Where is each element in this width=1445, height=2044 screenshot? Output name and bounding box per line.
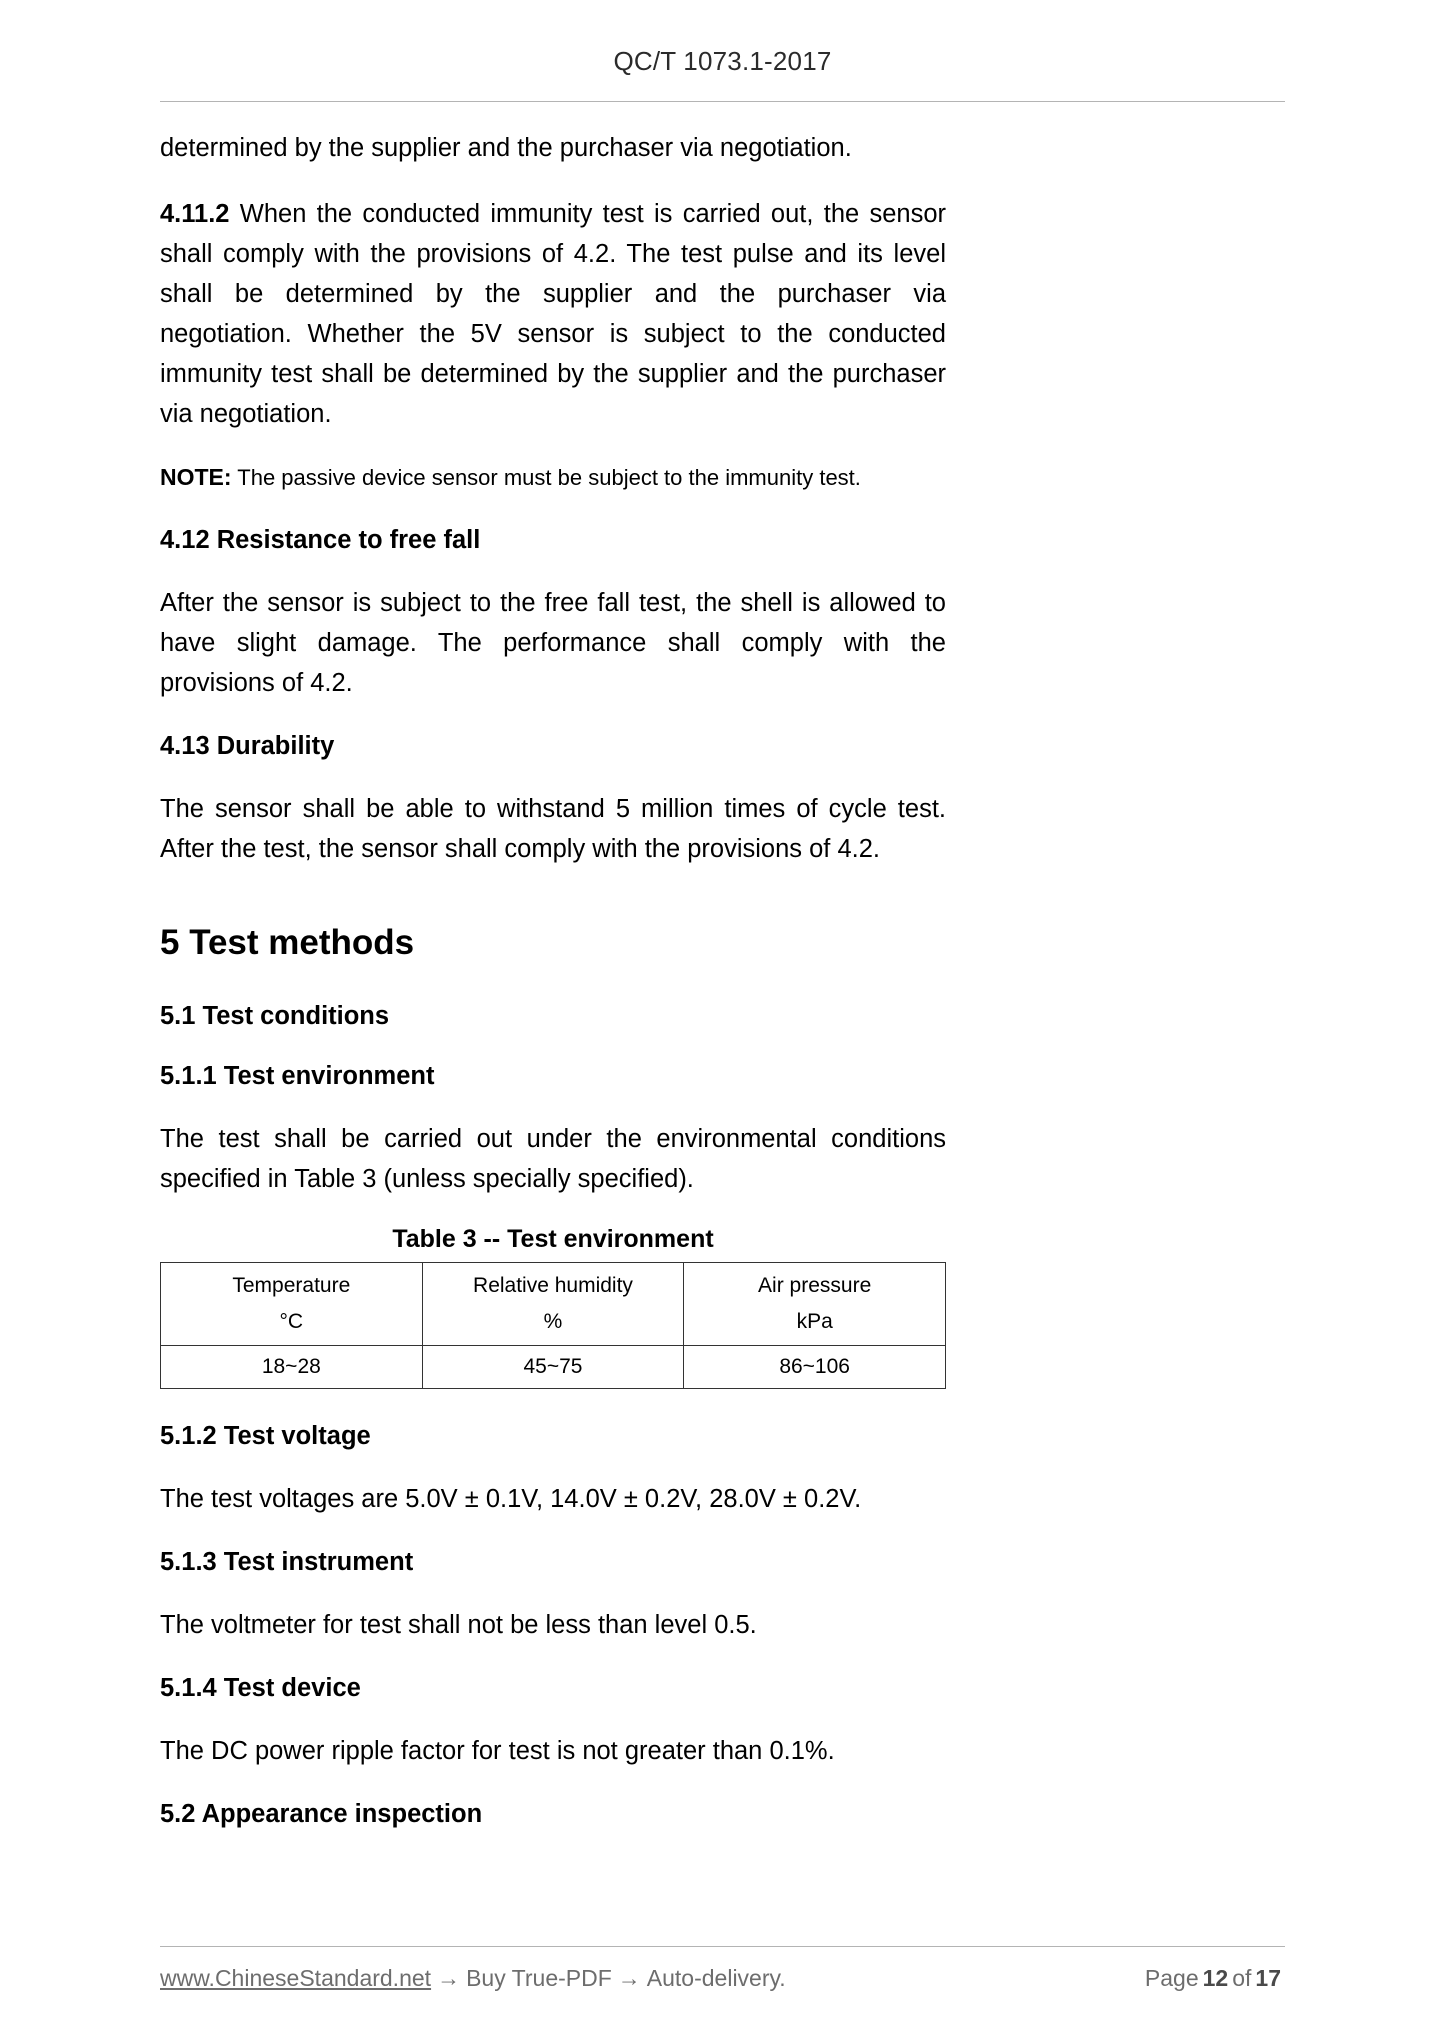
- of-label: of: [1232, 1965, 1252, 1991]
- clause-5-1-2-text: The test voltages are 5.0V ± 0.1V, 14.0V ± 0.2V, 28.0V ± 0.2V.: [160, 1485, 862, 1513]
- heading-5-1-1: 5.1.1 Test environment: [160, 1062, 435, 1090]
- document-content: [160, 102, 946, 1831]
- table-3-caption: Table 3 -- Test environment: [392, 1225, 714, 1253]
- table-value-air-pressure: 86~106: [684, 1346, 946, 1389]
- table-3-test-environment: [160, 1262, 946, 1389]
- footer-divider: [160, 1946, 1285, 1947]
- heading-4-13: 4.13 Durability: [160, 732, 335, 760]
- heading-5-1-2: 5.1.2 Test voltage: [160, 1422, 371, 1450]
- clause-4-11-2-paragraph: [160, 194, 946, 434]
- table-value-relative-humidity: 45~75: [422, 1346, 684, 1389]
- table-row-headers: [161, 1263, 946, 1305]
- total-page-count: 17: [1255, 1965, 1281, 1991]
- table-row-values: [161, 1346, 946, 1389]
- heading-5-1-3: 5.1.3 Test instrument: [160, 1548, 414, 1576]
- website-link[interactable]: www.ChineseStandard.net: [160, 1965, 432, 1991]
- heading-4-12: 4.12 Resistance to free fall: [160, 526, 481, 554]
- note-paragraph: [160, 460, 946, 495]
- table-value-temperature: 18~28: [161, 1346, 423, 1389]
- clause-5-1-1-text: The test shall be carried out under the environmental conditions specified in Table 3 (unless specially specified).: [160, 1125, 946, 1193]
- table-header-relative-humidity: Relative humidity: [422, 1263, 684, 1305]
- table-header-temperature: Temperature: [161, 1263, 423, 1305]
- page-label: Page: [1144, 1965, 1199, 1991]
- clause-4-11-2-number: 4.11.2: [160, 200, 230, 228]
- table-unit-relative-humidity: %: [422, 1304, 684, 1346]
- footer-row: [160, 1965, 1285, 1992]
- arrow-right-icon-2: →: [617, 1965, 641, 1991]
- page-indicator: [1145, 1965, 1285, 1992]
- table-header-air-pressure: Air pressure: [684, 1263, 946, 1305]
- footer-delivery-label: Auto-delivery.: [646, 1965, 786, 1991]
- note-text: The passive device sensor must be subject to the immunity test.: [237, 465, 861, 490]
- heading-5-1: 5.1 Test conditions: [160, 1002, 390, 1030]
- page-header: [0, 0, 1445, 102]
- footer-offer-label: Buy True-PDF: [466, 1965, 612, 1991]
- table-unit-air-pressure: kPa: [684, 1304, 946, 1346]
- current-page-number: 12: [1202, 1965, 1229, 1991]
- clause-4-12-text: After the sensor is subject to the free fall test, the shell is allowed to have slight damage. The performance shall comply with the provisions of 4.2.: [160, 589, 946, 697]
- heading-5-2: 5.2 Appearance inspection: [160, 1800, 483, 1828]
- clause-4-11-2-text: When the conducted immunity test is carried out, the sensor shall comply with the provisions of 4.2. The test pulse and its level shall be determined by the supplier and the purchaser via negotiation. Whether the 5V sensor is subject to the conducted immunity test shall be determined by the supplier and the purchaser via negotiation.: [160, 200, 946, 428]
- table-unit-temperature: °C: [161, 1304, 423, 1346]
- page-footer: [0, 1946, 1445, 1992]
- standard-code-header: QC/T 1073.1-2017: [613, 46, 832, 76]
- heading-chapter-5: 5 Test methods: [160, 923, 415, 962]
- clause-5-1-4-text: The DC power ripple factor for test is not greater than 0.1%.: [160, 1737, 835, 1765]
- footer-promo: [160, 1965, 786, 1992]
- note-label: NOTE:: [160, 464, 232, 490]
- arrow-right-icon-1: →: [437, 1965, 461, 1991]
- clause-4-13-text: The sensor shall be able to withstand 5 million times of cycle test. After the test, the sensor shall comply with the provisions of 4.2.: [160, 795, 946, 863]
- continued-paragraph: determined by the supplier and the purchaser via negotiation.: [160, 134, 852, 162]
- clause-5-1-3-text: The voltmeter for test shall not be less than level 0.5.: [160, 1611, 757, 1639]
- table-row-units: [161, 1304, 946, 1346]
- heading-5-1-4: 5.1.4 Test device: [160, 1674, 361, 1702]
